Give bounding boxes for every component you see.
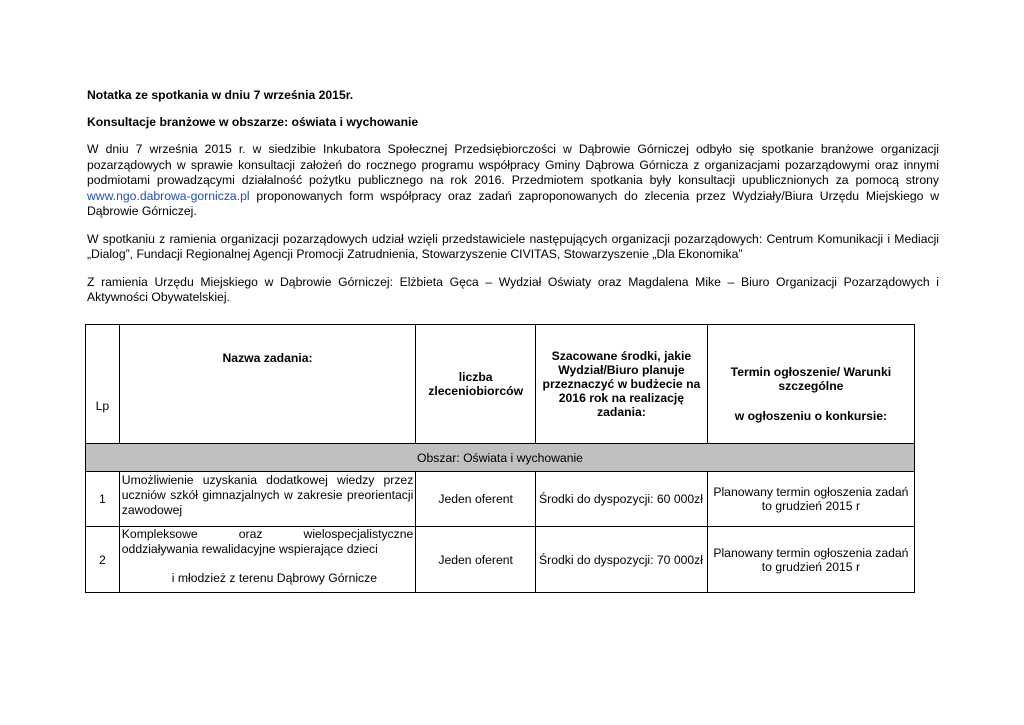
tasks-table (85, 324, 915, 593)
consultation-subtitle: Konsultacje branżowe w obszarze: oświata i wychowanie (87, 115, 419, 129)
table-header-row (86, 325, 915, 444)
header-contractors-count: liczba zleceniobiorców (416, 325, 536, 444)
paragraph-meeting-text: W dniu 7 września 2015 r. w siedzibie Inkubatora Społecznej Przedsiębiorczości w Dąbrowie Górniczej odbyło się spotkanie branżowe organizacji pozarządowych w sprawie konsultacji założeń do rocznego programu współpracy Gminy Dąbrowa Górnicza z organizacjami pozarządowymi oraz innymi podmiotami prowadzącymi działalność pożytku publicznego na rok 2016. Przedmiotem spotkania były konsultacji upublicznionych za pomocą strony (87, 142, 939, 187)
header-estimated-funds: Szacowane środki, jakie Wydział/Biuro planuje przeznaczyć w budżecie na 2016 rok na realizację zadania: (536, 325, 708, 444)
header-term-line1: Termin ogłoszenie/ Warunki szczególne (730, 365, 892, 393)
row-lp: 1 (86, 472, 120, 527)
row-funds: Środki do dyspozycji: 70 000zł (536, 527, 708, 593)
row-term: Planowany termin ogłoszenia zadań to grudzień 2015 r (707, 527, 914, 593)
row-task-name (119, 527, 416, 593)
paragraph-meeting-text-end: proponowanych form współpracy oraz zadań zaproponowanych do zlecenia przez Wydziały/Biura Urzędu Miejskiego w Dąbrowie Górniczej. (87, 188, 939, 218)
row-contractors-count: Jeden oferent (416, 472, 536, 527)
document-body (87, 88, 939, 318)
row-task-name-line1: Kompleksowe oraz wielospecjalistyczne oddziaływania rewalidacyjne wspierające dzieci (121, 527, 414, 556)
table-row (86, 472, 915, 527)
row-task-name-line2: i młodzież z terenu Dąbrowy Górnicze (171, 571, 378, 585)
row-contractors-count: Jeden oferent (416, 527, 536, 593)
row-task-name: Umożliwienie uzyskania dodatkowej wiedzy przez uczniów szkół gimnazjalnych w zakresie preorientacji zawodowej (119, 472, 416, 527)
header-announcement-term (707, 325, 914, 444)
paragraph-meeting (87, 142, 939, 220)
header-task-name: Nazwa zadania: (119, 325, 416, 444)
row-lp: 2 (86, 527, 120, 593)
header-lp: Lp (86, 325, 120, 444)
note-title: Notatka ze spotkania w dniu 7 września 2015r. (87, 88, 354, 102)
paragraph-city-office: Z ramienia Urzędu Miejskiego w Dąbrowie Górniczej: Elżbieta Gęca – Wydział Oświaty oraz Magdalena Mike – Biuro Organizacji Pozarządowych i Aktywności Obywatelskiej. (87, 274, 939, 304)
area-row (86, 444, 915, 472)
table-row (86, 527, 915, 593)
row-term: Planowany termin ogłoszenia zadań to grudzień 2015 r (707, 472, 914, 527)
area-label: Obszar: Oświata i wychowanie (86, 444, 915, 472)
ngo-website-link[interactable]: www.ngo.dabrowa-gornicza.pl (87, 188, 250, 203)
paragraph-participants: W spotkaniu z ramienia organizacji pozarządowych udział wzięli przedstawiciele następujących organizacji pozarządowych: Centrum Komunikacji i Mediacji „Dialog”, Fundacji Regionalnej Agencji Promocji Zatrudnienia, Stowarzyszenie CIVITAS, Stowarzyszenie „Dla Ekonomika” (87, 231, 939, 261)
row-funds: Środki do dyspozycji: 60 000zł (536, 472, 708, 527)
header-term-line2: w ogłoszeniu o konkursie: (734, 409, 888, 423)
